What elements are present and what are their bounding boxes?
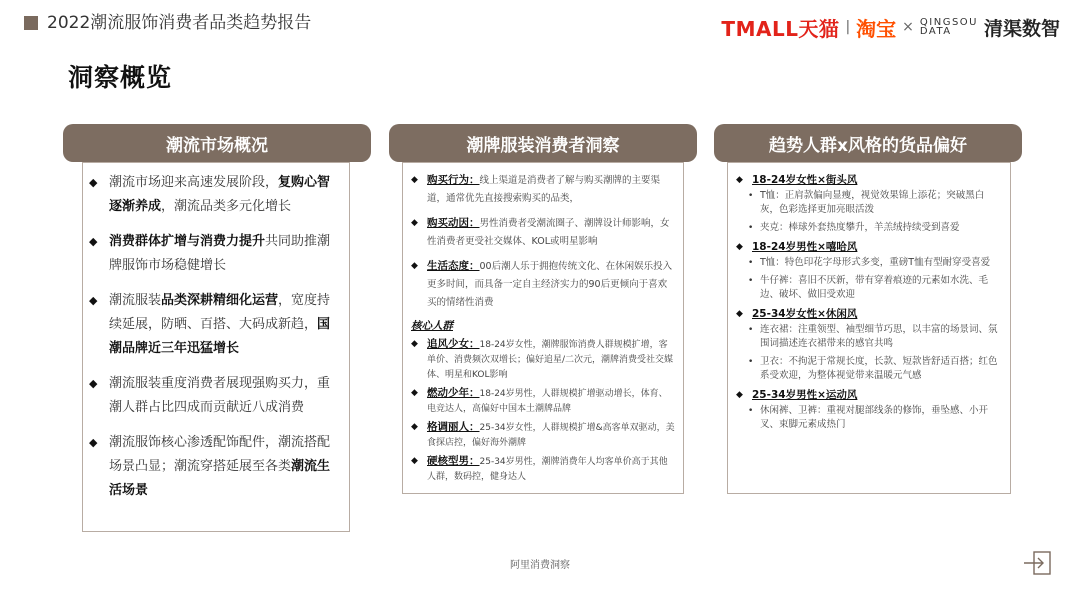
qingsou-logo-bottom: DATA	[919, 26, 952, 37]
market-bullet: ◆ 潮流服饰核心渗透配饰配件，潮流搭配场景凸显；潮流穿搭延展至各类潮流生活场景	[89, 431, 339, 503]
insight-bullet: ◆ 购买行为：线上渠道是消费者了解与购买潮牌的主要渠道，通常优先直接搜索购买的品类，	[411, 171, 675, 208]
partner-logos	[721, 12, 1060, 42]
qingsou-logo-top: QINGSOU	[919, 17, 978, 28]
taobao-logo: 淘宝	[856, 16, 897, 41]
diamond-icon: ◆	[411, 388, 418, 398]
bullet-dot-icon: •	[748, 191, 754, 201]
tmall-logo: TMALL天猫	[721, 16, 840, 41]
market-overview-box	[82, 162, 350, 532]
page-heading: 洞察概览	[68, 63, 173, 92]
exit-icon[interactable]	[1022, 549, 1054, 577]
bullet-dot-icon: •	[748, 223, 754, 233]
diamond-icon: ◆	[89, 436, 98, 449]
diamond-icon: ◆	[89, 377, 98, 390]
diamond-icon: ◆	[89, 176, 98, 189]
logo-separator: |	[845, 19, 851, 35]
qingsou-logo	[920, 18, 978, 36]
style-preference-box	[727, 162, 1011, 494]
diamond-icon: ◆	[736, 308, 743, 319]
diamond-icon: ◆	[411, 456, 418, 466]
diamond-icon: ◆	[411, 422, 418, 432]
insight-bullet: ◆ 生活态度：00后潮人乐于拥抱传统文化、在休闲娱乐投入更多时间，而具备一定自主经济实力的90后更倾向于喜欢买的情绪性消费	[411, 257, 675, 312]
market-bullet: ◆ 消费群体扩增与消费力提升共同助推潮牌服饰市场稳健增长	[89, 230, 339, 278]
consumer-insight-header: 潮牌服装消费者洞察	[389, 124, 697, 162]
report-title: 2022潮流服饰消费者品类趋势报告	[47, 13, 312, 33]
bullet-dot-icon: •	[748, 258, 754, 268]
diamond-icon: ◆	[411, 175, 418, 185]
diamond-icon: ◆	[89, 235, 98, 248]
segment-title: ◆ 18-24岁男性×嘻哈风	[736, 241, 858, 253]
core-group-item: ◆ 追风少女：18-24岁女性，潮牌服饰消费人群规模扩增，客单价、消费频次双增长；偏好追星/二次元，潮牌消费受社交媒体、明星和KOL影响	[411, 338, 674, 380]
segment-item: • 休闲裤、卫裤：重视对腿部线条的修饰，垂坠感、小开叉、束脚元素成热门	[748, 405, 989, 430]
diamond-icon: ◆	[411, 261, 418, 271]
segment-item: • 夹克：棒球外套热度攀升，羊羔绒持续受到喜爱	[748, 222, 960, 233]
bullet-dot-icon: •	[748, 357, 754, 367]
bullet-dot-icon: •	[748, 276, 754, 286]
core-group-item: ◆ 燃动少年：18-24岁男性，人群规模扩增驱动增长，体育、电竞达人，高偏好中国本土潮牌品牌	[411, 387, 668, 414]
logo-times: ×	[902, 19, 914, 35]
market-overview-header: 潮流市场概况	[63, 124, 371, 162]
diamond-icon: ◆	[89, 294, 98, 307]
bullet-dot-icon: •	[748, 406, 754, 416]
footer-source: 阿里消费洞察	[510, 560, 570, 571]
consumer-insight-box	[402, 162, 684, 494]
segment-title: ◆ 18-24岁女性×街头风	[736, 174, 858, 186]
diamond-icon: ◆	[411, 218, 418, 228]
segment-title: ◆ 25-34岁女性×休闲风	[736, 308, 858, 320]
segment-item: • T恤：特色印花字母形式多变，重磅T恤有型耐穿受喜爱	[748, 257, 991, 268]
insight-bullet: ◆ 购买动因：男性消费者受潮流圈子、潮牌设计师影响，女性消费者更受社交媒体、KOL或明星影响	[411, 214, 675, 251]
diamond-icon: ◆	[736, 241, 743, 252]
segment-item: • T恤：正肩款偏向显瘦，视觉效果锦上添花；突破黑白灰，色彩选择更加亮眼活泼	[748, 190, 985, 215]
segment-title: ◆ 25-34岁男性×运动风	[736, 389, 858, 401]
diamond-icon: ◆	[736, 174, 743, 185]
segment-item: • 牛仔裤：喜旧不厌新，带有穿着痕迹的元素如水洗、毛边、破坏、做旧受欢迎	[748, 275, 989, 300]
diamond-icon: ◆	[411, 339, 418, 349]
diamond-icon: ◆	[736, 389, 743, 400]
segment-item: • 卫衣：不拘泥于常规长度，长款、短款皆舒适百搭；红色系受欢迎，为整体视觉带来温暖元气感	[748, 356, 998, 381]
core-group-title: 核心人群	[411, 320, 453, 332]
market-bullet: ◆ 潮流市场迎来高速发展阶段，复购心智逐渐养成，潮流品类多元化增长	[89, 171, 339, 219]
core-group-item: ◆ 格调丽人：25-34岁女性，人群规模扩增&高客单双驱动，美食探店控，偏好海外潮牌	[411, 421, 675, 448]
segment-item: • 连衣裙：注重领型、袖型细节巧思，以丰富的场景词、氛围词描述连衣裙带来的感官共鸣	[748, 324, 998, 349]
title-square-icon	[24, 16, 38, 30]
market-bullet: ◆ 潮流服装品类深耕精细化运营，宽度持续延展，防晒、百搭、大码成新趋，国潮品牌近三年迅猛增长	[89, 289, 339, 361]
bullet-dot-icon: •	[748, 325, 754, 335]
market-bullet: ◆ 潮流服装重度消费者展现强购买力，重潮人群占比四成而贡献近八成消费	[89, 372, 339, 420]
core-group-item: ◆ 硬核型男：25-34岁男性，潮牌消费年人均客单价高于其他人群，数码控，健身达人	[411, 455, 668, 482]
style-preference-header: 趋势人群x风格的货品偏好	[714, 124, 1022, 162]
qingqu-logo: 清渠数智	[983, 17, 1060, 40]
